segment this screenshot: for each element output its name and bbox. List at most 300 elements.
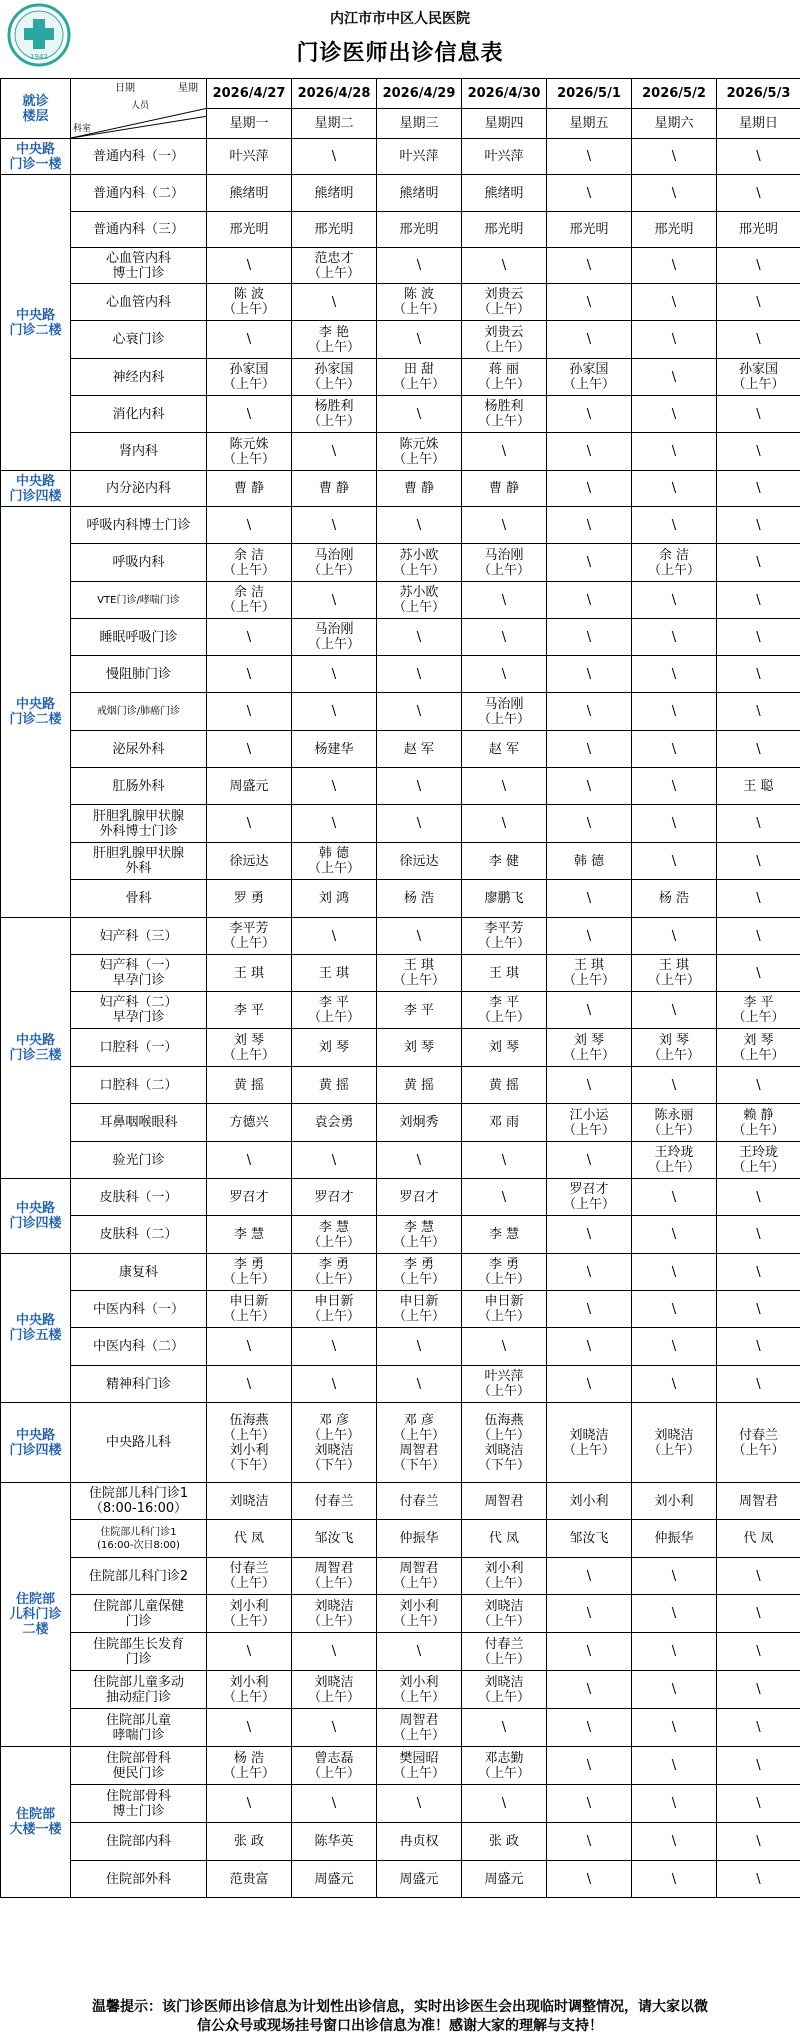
- doctor-cell: \: [717, 544, 800, 582]
- doctor-cell: \: [717, 880, 800, 918]
- department-name: 住院部儿童 哮喘门诊: [71, 1709, 207, 1747]
- doctor-cell: 熊绪明: [207, 175, 292, 212]
- doctor-cell: 黄 摇: [462, 1067, 547, 1104]
- department-name: 内分泌内科: [71, 471, 207, 507]
- doctor-cell: \: [207, 805, 292, 843]
- doctor-cell: \: [717, 1861, 800, 1898]
- doctor-cell: \: [547, 1216, 632, 1254]
- doctor-cell: 刘 琴 （上午）: [207, 1029, 292, 1067]
- doctor-cell: \: [717, 1785, 800, 1823]
- doctor-cell: 江小运 （上午）: [547, 1104, 632, 1142]
- doctor-cell: 付春兰: [292, 1483, 377, 1520]
- doctor-cell: \: [462, 1179, 547, 1216]
- doctor-cell: 付春兰 （上午）: [462, 1633, 547, 1671]
- doctor-cell: 刘 琴: [462, 1029, 547, 1067]
- table-row: [1, 1671, 800, 1709]
- department-name: 住院部骨科 便民门诊: [71, 1747, 207, 1785]
- doctor-cell: \: [292, 1366, 377, 1403]
- doctor-cell: \: [632, 582, 717, 619]
- doctor-cell: 陈华英: [292, 1823, 377, 1861]
- table-row: [1, 1861, 800, 1898]
- department-name: 精神科门诊: [71, 1366, 207, 1403]
- doctor-cell: \: [547, 918, 632, 955]
- doctor-cell: \: [377, 321, 462, 359]
- corner-person-label: 人员: [131, 101, 150, 111]
- doctor-cell: \: [462, 582, 547, 619]
- floor-label: 中央路 门诊四楼: [1, 1179, 71, 1254]
- doctor-cell: \: [377, 619, 462, 656]
- floor-label: 中央路 门诊五楼: [1, 1254, 71, 1403]
- doctor-cell: 李 慧: [207, 1216, 292, 1254]
- department-name: 妇产科（三）: [71, 918, 207, 955]
- doctor-cell: \: [632, 175, 717, 212]
- doctor-cell: 邢光明: [377, 212, 462, 248]
- doctor-cell: \: [207, 507, 292, 544]
- table-row: [1, 1520, 800, 1558]
- doctor-cell: 王 琪 （上午）: [632, 955, 717, 992]
- doctor-cell: 曹 静: [292, 471, 377, 507]
- doctor-cell: \: [377, 918, 462, 955]
- doctor-cell: \: [717, 1254, 800, 1291]
- doctor-cell: \: [207, 396, 292, 433]
- doctor-cell: \: [462, 507, 547, 544]
- doctor-cell: \: [717, 619, 800, 656]
- doctor-cell: \: [717, 1179, 800, 1216]
- doctor-cell: 马治刚 （上午）: [292, 544, 377, 582]
- table-row: [1, 955, 800, 992]
- doctor-cell: 周智君 （上午）: [292, 1558, 377, 1595]
- table-row: [1, 284, 800, 321]
- department-name: 中医内科（一）: [71, 1291, 207, 1328]
- doctor-cell: 罗召才: [292, 1179, 377, 1216]
- doctor-cell: 刘小利: [547, 1483, 632, 1520]
- doctor-cell: \: [462, 1785, 547, 1823]
- doctor-cell: 刘 琴 （上午）: [717, 1029, 800, 1067]
- doctor-cell: \: [377, 693, 462, 731]
- department-name: 心血管内科: [71, 284, 207, 321]
- doctor-cell: 张 政: [207, 1823, 292, 1861]
- doctor-cell: \: [632, 1558, 717, 1595]
- doctor-cell: 杨胜利 （上午）: [292, 396, 377, 433]
- doctor-cell: 陈 波 （上午）: [377, 284, 462, 321]
- doctor-cell: 王 琪 （上午）: [547, 955, 632, 992]
- doctor-cell: \: [547, 992, 632, 1029]
- doctor-cell: \: [632, 1785, 717, 1823]
- doctor-cell: \: [632, 471, 717, 507]
- doctor-cell: 冉贞权: [377, 1823, 462, 1861]
- floor-label: 中央路 门诊二楼: [1, 507, 71, 918]
- doctor-cell: 樊园昭 （上午）: [377, 1747, 462, 1785]
- date-header: 2026/4/30: [462, 79, 547, 109]
- doctor-cell: 黄 摇: [292, 1067, 377, 1104]
- doctor-cell: \: [207, 1142, 292, 1179]
- department-name: 妇产科（二） 早孕门诊: [71, 992, 207, 1029]
- doctor-cell: 邓志勤 （上午）: [462, 1747, 547, 1785]
- doctor-cell: 李平芳 （上午）: [462, 918, 547, 955]
- doctor-cell: 付春兰 （上午）: [717, 1403, 800, 1483]
- doctor-cell: \: [632, 656, 717, 693]
- doctor-cell: 周智君 （上午）: [377, 1558, 462, 1595]
- table-row: [1, 1366, 800, 1403]
- doctor-cell: 李 平 （上午）: [462, 992, 547, 1029]
- doctor-cell: 刘晓洁 （上午）: [462, 1671, 547, 1709]
- doctor-cell: \: [377, 1366, 462, 1403]
- doctor-cell: \: [717, 805, 800, 843]
- department-name: 住院部内科: [71, 1823, 207, 1861]
- doctor-cell: 马治刚 （上午）: [292, 619, 377, 656]
- doctor-cell: 周智君: [717, 1483, 800, 1520]
- doctor-cell: \: [632, 1595, 717, 1633]
- doctor-cell: \: [717, 1823, 800, 1861]
- table-row: [1, 805, 800, 843]
- doctor-cell: 王 琪: [207, 955, 292, 992]
- doctor-cell: \: [547, 1328, 632, 1366]
- doctor-cell: \: [632, 1366, 717, 1403]
- doctor-cell: 叶兴萍: [377, 139, 462, 175]
- doctor-cell: \: [292, 693, 377, 731]
- doctor-cell: \: [632, 805, 717, 843]
- doctor-cell: \: [717, 175, 800, 212]
- table-row: [1, 582, 800, 619]
- doctor-cell: \: [207, 1709, 292, 1747]
- doctor-cell: 周盛元: [377, 1861, 462, 1898]
- table-row: [1, 693, 800, 731]
- doctor-cell: \: [717, 693, 800, 731]
- doctor-cell: \: [632, 731, 717, 768]
- doctor-cell: 陈元姝 （上午）: [377, 433, 462, 471]
- doctor-cell: \: [207, 693, 292, 731]
- doctor-cell: 黄 摇: [207, 1067, 292, 1104]
- department-name: 心衰门诊: [71, 321, 207, 359]
- doctor-cell: \: [207, 1633, 292, 1671]
- doctor-cell: \: [717, 1595, 800, 1633]
- doctor-cell: \: [292, 507, 377, 544]
- table-row: [1, 1254, 800, 1291]
- department-name: 中医内科（二）: [71, 1328, 207, 1366]
- doctor-cell: \: [377, 768, 462, 805]
- table-row: [1, 1747, 800, 1785]
- department-name: 妇产科（一） 早孕门诊: [71, 955, 207, 992]
- doctor-cell: 李 平: [207, 992, 292, 1029]
- doctor-cell: 刘贵云 （上午）: [462, 321, 547, 359]
- table-row: [1, 1216, 800, 1254]
- weekday-header: 星期二: [292, 109, 377, 139]
- table-row: [1, 1823, 800, 1861]
- doctor-cell: 刘炯秀: [377, 1104, 462, 1142]
- floor-header: 就诊 楼层: [1, 79, 71, 139]
- doctor-cell: 李 慧 （上午）: [377, 1216, 462, 1254]
- date-header: 2026/5/3: [717, 79, 800, 109]
- doctor-cell: 赵 军: [462, 731, 547, 768]
- doctor-cell: \: [717, 284, 800, 321]
- doctor-cell: \: [377, 1633, 462, 1671]
- doctor-cell: 刘 琴: [377, 1029, 462, 1067]
- floor-label: 住院部 大楼一楼: [1, 1747, 71, 1898]
- table-row: [1, 359, 800, 396]
- department-name: 慢阻肺门诊: [71, 656, 207, 693]
- department-name: 普通内科（二）: [71, 175, 207, 212]
- date-header: 2026/4/28: [292, 79, 377, 109]
- doctor-cell: 叶兴萍 （上午）: [462, 1366, 547, 1403]
- department-name: 住院部生长发育 门诊: [71, 1633, 207, 1671]
- department-name: 口腔科（一）: [71, 1029, 207, 1067]
- department-name: 住院部儿科门诊1 （8:00-16:00）: [71, 1483, 207, 1520]
- doctor-cell: 付春兰 （上午）: [207, 1558, 292, 1595]
- doctor-cell: \: [292, 768, 377, 805]
- doctor-cell: \: [717, 396, 800, 433]
- doctor-cell: \: [717, 731, 800, 768]
- doctor-cell: 刘晓洁 （上午）: [632, 1403, 717, 1483]
- doctor-cell: 李 勇 （上午）: [292, 1254, 377, 1291]
- doctor-cell: 蒋 丽 （上午）: [462, 359, 547, 396]
- doctor-cell: \: [632, 918, 717, 955]
- table-row: [1, 471, 800, 507]
- department-name: 住院部儿科门诊1 (16:00-次日8:00): [71, 1520, 207, 1558]
- doctor-cell: 孙家国 （上午）: [207, 359, 292, 396]
- doctor-cell: \: [547, 248, 632, 284]
- doctor-cell: \: [547, 582, 632, 619]
- doctor-cell: \: [207, 1785, 292, 1823]
- table-row: [1, 1709, 800, 1747]
- doctor-cell: \: [292, 284, 377, 321]
- doctor-cell: \: [547, 433, 632, 471]
- doctor-cell: 马治刚 （上午）: [462, 693, 547, 731]
- doctor-cell: 李 勇 （上午）: [377, 1254, 462, 1291]
- department-name: 肾内科: [71, 433, 207, 471]
- doctor-cell: 付春兰: [377, 1483, 462, 1520]
- doctor-cell: \: [462, 656, 547, 693]
- weekday-header: 星期一: [207, 109, 292, 139]
- doctor-cell: 王 琪 （上午）: [377, 955, 462, 992]
- doctor-cell: 赵 军: [377, 731, 462, 768]
- doctor-cell: \: [462, 1328, 547, 1366]
- table-row: [1, 433, 800, 471]
- doctor-cell: \: [717, 1216, 800, 1254]
- table-row: [1, 1291, 800, 1328]
- department-name: 神经内科: [71, 359, 207, 396]
- doctor-cell: \: [547, 1366, 632, 1403]
- doctor-cell: \: [632, 396, 717, 433]
- doctor-cell: \: [632, 768, 717, 805]
- doctor-cell: 刘晓洁 （上午）: [462, 1595, 547, 1633]
- doctor-cell: \: [547, 656, 632, 693]
- doctor-cell: 周盛元: [292, 1861, 377, 1898]
- doctor-cell: 刘小利 （上午）: [377, 1595, 462, 1633]
- doctor-cell: \: [547, 1291, 632, 1328]
- doctor-cell: \: [462, 1709, 547, 1747]
- page-title: 门诊医师出诊信息表: [296, 41, 504, 66]
- doctor-cell: 罗召才 （上午）: [547, 1179, 632, 1216]
- doctor-cell: \: [717, 656, 800, 693]
- doctor-cell: 孙家国 （上午）: [292, 359, 377, 396]
- department-name: 心血管内科 博士门诊: [71, 248, 207, 284]
- doctor-cell: \: [207, 248, 292, 284]
- table-row: [1, 248, 800, 284]
- doctor-cell: 李 勇 （上午）: [462, 1254, 547, 1291]
- doctor-cell: \: [717, 918, 800, 955]
- doctor-cell: 曹 静: [377, 471, 462, 507]
- doctor-cell: \: [547, 507, 632, 544]
- doctor-cell: \: [632, 139, 717, 175]
- doctor-cell: \: [717, 507, 800, 544]
- floor-label: 住院部 儿科门诊 二楼: [1, 1483, 71, 1747]
- department-name: 骨科: [71, 880, 207, 918]
- doctor-cell: \: [547, 1709, 632, 1747]
- doctor-cell: 刘小利 （上午）: [207, 1595, 292, 1633]
- doctor-cell: \: [632, 1747, 717, 1785]
- doctor-cell: \: [717, 248, 800, 284]
- doctor-cell: \: [547, 693, 632, 731]
- doctor-cell: 陈元姝 （上午）: [207, 433, 292, 471]
- doctor-cell: \: [632, 1861, 717, 1898]
- table-row: [1, 1595, 800, 1633]
- department-name: 皮肤科（二）: [71, 1216, 207, 1254]
- footer-line-2: 信公众号或现场挂号窗口出诊信息为准！感谢大家的理解与支持！: [197, 2018, 603, 2034]
- doctor-cell: 马治刚 （上午）: [462, 544, 547, 582]
- doctor-cell: \: [547, 619, 632, 656]
- doctor-cell: 王玲珑 （上午）: [632, 1142, 717, 1179]
- doctor-cell: 熊绪明: [292, 175, 377, 212]
- doctor-cell: 刘 鸿: [292, 880, 377, 918]
- doctor-cell: 周盛元: [462, 1861, 547, 1898]
- doctor-cell: \: [632, 507, 717, 544]
- department-name: 肝胆乳腺甲状腺 外科博士门诊: [71, 805, 207, 843]
- department-name: 肝胆乳腺甲状腺 外科: [71, 843, 207, 880]
- department-name: 普通内科（一）: [71, 139, 207, 175]
- table-row: [1, 1142, 800, 1179]
- doctor-cell: 周智君 （上午）: [377, 1709, 462, 1747]
- doctor-cell: \: [632, 1216, 717, 1254]
- doctor-cell: \: [547, 805, 632, 843]
- doctor-cell: 王 琪: [462, 955, 547, 992]
- floor-label: 中央路 门诊二楼: [1, 175, 71, 471]
- doctor-cell: \: [547, 1823, 632, 1861]
- doctor-cell: \: [717, 843, 800, 880]
- doctor-cell: 杨 浩: [377, 880, 462, 918]
- doctor-cell: 申日新 （上午）: [462, 1291, 547, 1328]
- table-row: [1, 731, 800, 768]
- floor-label: 中央路 门诊四楼: [1, 1403, 71, 1483]
- doctor-cell: \: [717, 1671, 800, 1709]
- doctor-cell: 熊绪明: [377, 175, 462, 212]
- doctor-cell: 苏小欧 （上午）: [377, 582, 462, 619]
- date-header: 2026/4/27: [207, 79, 292, 109]
- doctor-cell: 陈永丽 （上午）: [632, 1104, 717, 1142]
- department-name: 消化内科: [71, 396, 207, 433]
- logo-year: 1942: [30, 53, 48, 61]
- doctor-cell: \: [547, 544, 632, 582]
- doctor-cell: 李 勇 （上午）: [207, 1254, 292, 1291]
- doctor-cell: 方德兴: [207, 1104, 292, 1142]
- doctor-cell: \: [547, 880, 632, 918]
- doctor-cell: \: [207, 656, 292, 693]
- doctor-cell: \: [632, 359, 717, 396]
- doctor-cell: 刘小利: [632, 1483, 717, 1520]
- doctor-cell: 邓 彦 （上午） 刘晓洁 （下午）: [292, 1403, 377, 1483]
- doctor-cell: \: [292, 1328, 377, 1366]
- doctor-cell: 罗召才: [207, 1179, 292, 1216]
- doctor-cell: \: [292, 433, 377, 471]
- doctor-cell: \: [547, 175, 632, 212]
- doctor-cell: \: [632, 992, 717, 1029]
- table-row: [1, 768, 800, 805]
- doctor-cell: 刘 琴 （上午）: [632, 1029, 717, 1067]
- doctor-cell: 余 洁 （上午）: [632, 544, 717, 582]
- doctor-cell: 田 甜 （上午）: [377, 359, 462, 396]
- doctor-cell: 黄 摇: [377, 1067, 462, 1104]
- doctor-cell: 叶兴萍: [207, 139, 292, 175]
- doctor-cell: 邓 彦 （上午） 周智君 （下午）: [377, 1403, 462, 1483]
- doctor-cell: 申日新 （上午）: [292, 1291, 377, 1328]
- doctor-cell: 韩 德: [547, 843, 632, 880]
- weekday-header: 星期日: [717, 109, 800, 139]
- weekday-header: 星期四: [462, 109, 547, 139]
- doctor-cell: \: [462, 768, 547, 805]
- doctor-cell: \: [547, 1558, 632, 1595]
- doctor-cell: \: [462, 619, 547, 656]
- doctor-cell: 孙家国 （上午）: [547, 359, 632, 396]
- department-name: 住院部儿童多动 抽动症门诊: [71, 1671, 207, 1709]
- corner-date-label: 日期: [115, 83, 135, 94]
- doctor-cell: \: [632, 843, 717, 880]
- doctor-cell: 申日新 （上午）: [377, 1291, 462, 1328]
- department-name: 肛肠外科: [71, 768, 207, 805]
- doctor-cell: 邢光明: [207, 212, 292, 248]
- schedule-table: [0, 78, 800, 1898]
- doctor-cell: 刘小利 （上午）: [377, 1671, 462, 1709]
- doctor-cell: \: [717, 433, 800, 471]
- doctor-cell: 廖鹏飞: [462, 880, 547, 918]
- department-name: 睡眠呼吸门诊: [71, 619, 207, 656]
- doctor-cell: \: [547, 139, 632, 175]
- doctor-cell: \: [547, 284, 632, 321]
- doctor-cell: 仲振华: [632, 1520, 717, 1558]
- page-header: [0, 0, 800, 66]
- department-name: 耳鼻咽喉眼科: [71, 1104, 207, 1142]
- doctor-cell: 曹 静: [462, 471, 547, 507]
- doctor-cell: 王 琪: [292, 955, 377, 992]
- doctor-cell: \: [632, 619, 717, 656]
- date-header: 2026/5/1: [547, 79, 632, 109]
- department-name: 呼吸内科博士门诊: [71, 507, 207, 544]
- doctor-cell: \: [717, 1291, 800, 1328]
- doctor-cell: 伍海燕 （上午） 刘小利 （下午）: [207, 1403, 292, 1483]
- doctor-cell: 范忠才 （上午）: [292, 248, 377, 284]
- doctor-cell: \: [717, 1747, 800, 1785]
- doctor-cell: 杨胜利 （上午）: [462, 396, 547, 433]
- doctor-cell: 徐远达: [207, 843, 292, 880]
- table-row: [1, 212, 800, 248]
- table-row: [1, 1633, 800, 1671]
- doctor-cell: \: [632, 1709, 717, 1747]
- doctor-cell: 赖 静 （上午）: [717, 1104, 800, 1142]
- doctor-cell: \: [377, 396, 462, 433]
- doctor-cell: \: [717, 321, 800, 359]
- table-row: [1, 139, 800, 175]
- doctor-cell: 邹汝飞: [292, 1520, 377, 1558]
- doctor-cell: 曾志磊 （上午）: [292, 1747, 377, 1785]
- doctor-cell: \: [377, 1785, 462, 1823]
- doctor-cell: \: [207, 321, 292, 359]
- table-row: [1, 1483, 800, 1520]
- department-name: 戒烟门诊/肺癌门诊: [71, 693, 207, 731]
- doctor-cell: 曹 静: [207, 471, 292, 507]
- doctor-cell: \: [717, 1328, 800, 1366]
- doctor-cell: 刘 琴 （上午）: [547, 1029, 632, 1067]
- weekday-header: 星期五: [547, 109, 632, 139]
- doctor-cell: \: [547, 1747, 632, 1785]
- department-name: 中央路儿科: [71, 1403, 207, 1483]
